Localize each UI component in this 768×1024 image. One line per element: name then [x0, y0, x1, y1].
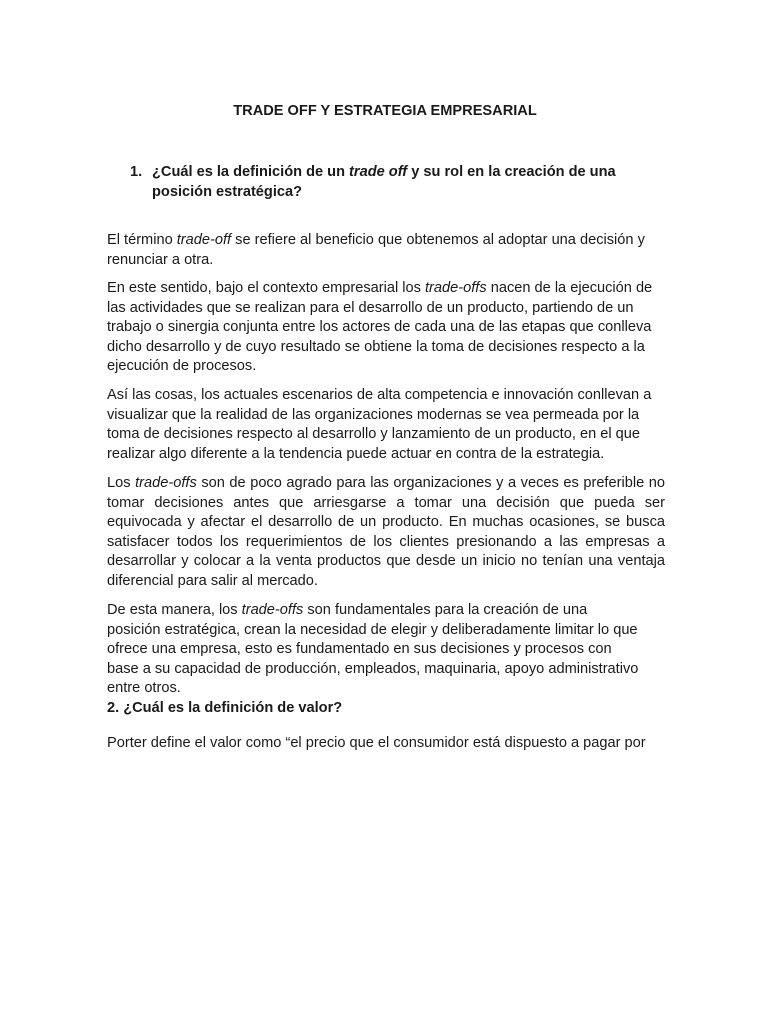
paragraph-2-b: nacen de la ejecución de las actividades que se realizan para el desarrollo de un producto, partiendo de un trabajo o sinergia conjunta entre los actores de cada una de las etapas que conlleva dicho desarrollo y de cuyo resultado se obtiene la toma de decisiones respecto a la ejecución de procesos.: [107, 280, 653, 375]
paragraph-1-italic: trade-off: [176, 232, 232, 248]
paragraph-6: Porter define el valor como “el precio que el consumidor está dispuesto a pagar por: [107, 735, 646, 751]
paragraph-5-italic: trade-offs: [241, 602, 304, 618]
question-1-text: [130, 162, 650, 202]
paragraph-5: [107, 601, 639, 699]
paragraph-1: [107, 231, 655, 270]
paragraph-1-b: se refiere al beneficio que obtenemos al adoptar una decisión y renunciar a otra.: [107, 232, 645, 268]
question-1-italic: trade off: [349, 164, 408, 180]
question-1: [130, 162, 650, 202]
question-1-number: 1.: [130, 164, 143, 180]
question-1-part1: ¿Cuál es la definición de un: [152, 164, 350, 180]
paragraph-4-b: son de poco agrado para las organizaciones y a veces es preferible no tomar decisiones antes que arriesgarse a tomar una decisión que pueda ser equivocada y afectar el desarrollo de un producto. En muchas ocasiones, se busca satisfacer todos los requerimientos de los clientes presionando a las empresas a desarrollar y colocar a la venta productos que desde un inicio no tenían una ventaja diferencial para salir al mercado.: [107, 475, 665, 589]
paragraph-2-a: En este sentido, bajo el contexto empresarial los: [107, 280, 425, 296]
paragraph-4: [107, 474, 665, 592]
document-title: TRADE OFF Y ESTRATEGIA EMPRESARIAL: [233, 103, 537, 119]
paragraph-4-a: Los: [107, 475, 136, 491]
paragraph-4-italic: trade-offs: [135, 475, 197, 491]
paragraph-2: [107, 279, 655, 377]
paragraph-5-b: son fundamentales para la creación de una posición estratégica, crean la necesidad de elegir y deliberadamente limitar lo que ofrece una empresa, esto es fundamentado en sus decisiones y procesos con base a su capacidad de producción, empleados, maquinaria, apoyo administrativo entre otros.: [107, 602, 639, 697]
paragraph-5-a: De esta manera, los: [107, 602, 242, 618]
question-1-part2: y su rol en la creación de una posición estratégica?: [152, 164, 616, 200]
paragraph-3: Así las cosas, los actuales escenarios de alta competencia e innovación conllevan a visualizar que la realidad de las organizaciones modernas se vea permeada por la toma de decisiones respecto al desarrollo y lanzamiento de un producto, en el que realizar algo diferente a la tendencia puede actuar en contra de la estrategia.: [107, 387, 652, 462]
paragraph-2-italic: trade-offs: [425, 280, 487, 296]
paragraph-1-a: El término: [107, 232, 177, 248]
question-2: 2. ¿Cuál es la definición de valor?: [107, 700, 343, 716]
